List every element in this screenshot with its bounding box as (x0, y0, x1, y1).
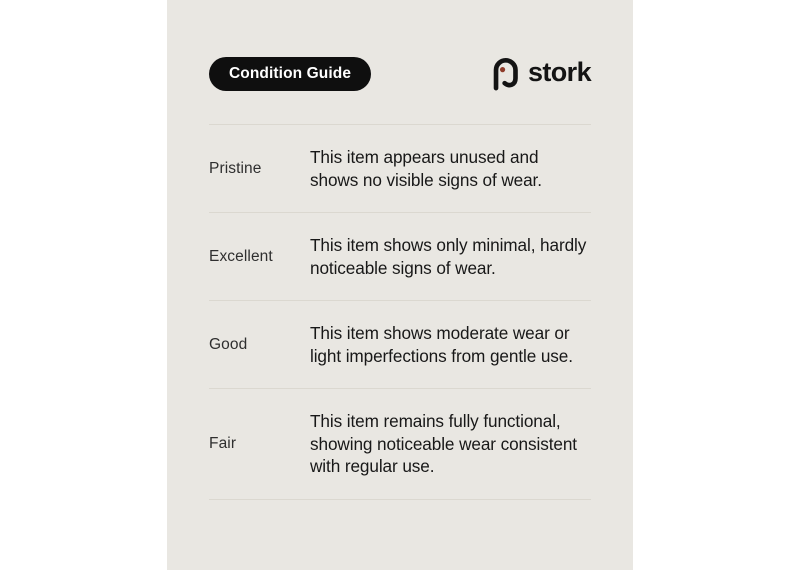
condition-row-good (209, 300, 591, 388)
condition-description: This item remains fully functional, showing noticeable wear consistent with regular use. (310, 411, 577, 476)
condition-description: This item shows only minimal, hardly noticeable signs of wear. (310, 235, 587, 278)
condition-list (209, 124, 591, 500)
condition-label: Excellent (209, 247, 273, 265)
condition-label: Good (209, 335, 248, 353)
condition-row-excellent (209, 212, 591, 300)
condition-description: This item appears unused and shows no visible signs of wear. (310, 147, 542, 190)
condition-guide-card (167, 0, 633, 570)
condition-row-fair (209, 388, 591, 500)
brand-logo (490, 56, 591, 91)
stork-logo-icon (490, 56, 521, 91)
condition-guide-badge[interactable]: Condition Guide (209, 57, 371, 91)
condition-label: Pristine (209, 159, 262, 177)
brand-name: stork (527, 57, 591, 87)
condition-description: This item shows moderate wear or light imperfections from gentle use. (310, 323, 573, 366)
card-header (167, 56, 633, 91)
condition-label: Fair (209, 434, 237, 452)
stork-logo-eye-dot (500, 67, 505, 72)
condition-row-pristine (209, 124, 591, 212)
